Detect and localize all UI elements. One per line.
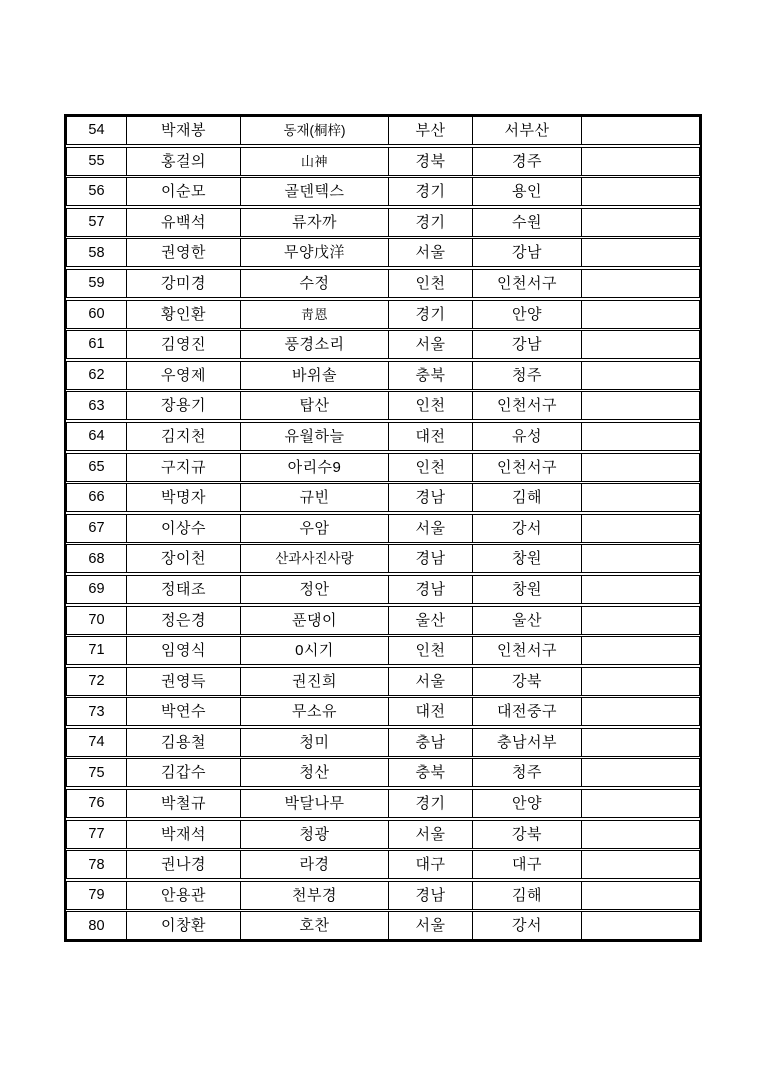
table-row [66, 208, 700, 237]
city-cell: 용인 [473, 178, 582, 205]
province-cell: 대전 [389, 423, 473, 450]
city-cell: 인천서구 [473, 392, 582, 419]
province-cell: 충북 [389, 759, 473, 786]
province-cell: 경기 [389, 301, 473, 328]
table-row [66, 391, 700, 420]
row-number-cell: 57 [67, 209, 127, 236]
row-number-cell: 78 [67, 851, 127, 878]
nickname-cell: 박달나무 [241, 790, 389, 817]
name-cell: 권나경 [127, 851, 241, 878]
row-number-cell: 68 [67, 545, 127, 572]
province-cell: 충북 [389, 362, 473, 389]
province-cell: 경남 [389, 545, 473, 572]
city-cell: 창원 [473, 576, 582, 603]
name-cell: 김지천 [127, 423, 241, 450]
table-row [66, 514, 700, 543]
city-cell: 강남 [473, 239, 582, 266]
table-row [66, 758, 700, 787]
table-row [66, 606, 700, 635]
name-cell: 이순모 [127, 178, 241, 205]
row-number-cell: 75 [67, 759, 127, 786]
notes-cell [582, 423, 699, 450]
table-row [66, 330, 700, 359]
nickname-cell: 골덴텍스 [241, 178, 389, 205]
row-number-cell: 54 [67, 117, 127, 144]
province-cell: 대구 [389, 851, 473, 878]
name-cell: 이상수 [127, 515, 241, 542]
notes-cell [582, 759, 699, 786]
name-cell: 장용기 [127, 392, 241, 419]
city-cell: 인천서구 [473, 270, 582, 297]
nickname-cell: 청미 [241, 729, 389, 756]
row-number-cell: 66 [67, 484, 127, 511]
province-cell: 경기 [389, 178, 473, 205]
nickname-cell: 탑산 [241, 392, 389, 419]
name-cell: 이창환 [127, 912, 241, 939]
notes-cell [582, 698, 699, 725]
nickname-cell: 정안 [241, 576, 389, 603]
row-number-cell: 62 [67, 362, 127, 389]
table-row [66, 300, 700, 329]
notes-cell [582, 270, 699, 297]
city-cell: 김해 [473, 484, 582, 511]
nickname-cell: 규빈 [241, 484, 389, 511]
row-number-cell: 71 [67, 637, 127, 664]
name-cell: 황인환 [127, 301, 241, 328]
name-cell: 안용관 [127, 882, 241, 909]
nickname-cell: 권진희 [241, 668, 389, 695]
row-number-cell: 80 [67, 912, 127, 939]
name-cell: 우영제 [127, 362, 241, 389]
row-number-cell: 70 [67, 607, 127, 634]
name-cell: 강미경 [127, 270, 241, 297]
nickname-cell: 청광 [241, 821, 389, 848]
province-cell: 대전 [389, 698, 473, 725]
notes-cell [582, 454, 699, 481]
row-number-cell: 65 [67, 454, 127, 481]
nickname-cell: 호찬 [241, 912, 389, 939]
province-cell: 경기 [389, 209, 473, 236]
table-row [66, 177, 700, 206]
table-row [66, 483, 700, 512]
notes-cell [582, 178, 699, 205]
city-cell: 강북 [473, 821, 582, 848]
city-cell: 창원 [473, 545, 582, 572]
notes-cell [582, 821, 699, 848]
notes-cell [582, 209, 699, 236]
notes-cell [582, 545, 699, 572]
province-cell: 경남 [389, 576, 473, 603]
city-cell: 울산 [473, 607, 582, 634]
row-number-cell: 58 [67, 239, 127, 266]
table-row [66, 147, 700, 176]
notes-cell [582, 239, 699, 266]
name-cell: 정은경 [127, 607, 241, 634]
table-row [66, 575, 700, 604]
province-cell: 부산 [389, 117, 473, 144]
city-cell: 강서 [473, 515, 582, 542]
notes-cell [582, 392, 699, 419]
table-row [66, 636, 700, 665]
notes-cell [582, 117, 699, 144]
row-number-cell: 59 [67, 270, 127, 297]
province-cell: 서울 [389, 515, 473, 542]
notes-cell [582, 484, 699, 511]
province-cell: 울산 [389, 607, 473, 634]
name-cell: 정태조 [127, 576, 241, 603]
name-cell: 임영식 [127, 637, 241, 664]
table-row [66, 453, 700, 482]
table-row [66, 238, 700, 267]
province-cell: 경북 [389, 148, 473, 175]
city-cell: 청주 [473, 759, 582, 786]
nickname-cell: 산과사진사랑 [241, 545, 389, 572]
nickname-cell: 수정 [241, 270, 389, 297]
nickname-cell: 라경 [241, 851, 389, 878]
name-cell: 박재봉 [127, 117, 241, 144]
table-row [66, 728, 700, 757]
row-number-cell: 73 [67, 698, 127, 725]
nickname-cell: 바위솔 [241, 362, 389, 389]
row-number-cell: 64 [67, 423, 127, 450]
notes-cell [582, 668, 699, 695]
nickname-cell: 풍경소리 [241, 331, 389, 358]
province-cell: 서울 [389, 912, 473, 939]
city-cell: 유성 [473, 423, 582, 450]
city-cell: 강북 [473, 668, 582, 695]
province-cell: 경남 [389, 484, 473, 511]
city-cell: 대구 [473, 851, 582, 878]
province-cell: 인천 [389, 392, 473, 419]
province-cell: 인천 [389, 637, 473, 664]
row-number-cell: 61 [67, 331, 127, 358]
province-cell: 경기 [389, 790, 473, 817]
city-cell: 인천서구 [473, 454, 582, 481]
row-number-cell: 77 [67, 821, 127, 848]
city-cell: 안양 [473, 790, 582, 817]
city-cell: 서부산 [473, 117, 582, 144]
nickname-cell: 청산 [241, 759, 389, 786]
province-cell: 경남 [389, 882, 473, 909]
table-row [66, 697, 700, 726]
name-cell: 박연수 [127, 698, 241, 725]
city-cell: 충남서부 [473, 729, 582, 756]
table-row [66, 422, 700, 451]
name-cell: 권영한 [127, 239, 241, 266]
table-row [66, 361, 700, 390]
name-cell: 김용철 [127, 729, 241, 756]
notes-cell [582, 301, 699, 328]
nickname-cell: 山神 [241, 148, 389, 175]
table-row [66, 269, 700, 298]
notes-cell [582, 882, 699, 909]
table-row [66, 881, 700, 910]
nickname-cell: 천부경 [241, 882, 389, 909]
province-cell: 서울 [389, 821, 473, 848]
province-cell: 서울 [389, 331, 473, 358]
nickname-cell: 우암 [241, 515, 389, 542]
notes-cell [582, 331, 699, 358]
name-cell: 김갑수 [127, 759, 241, 786]
notes-cell [582, 362, 699, 389]
row-number-cell: 74 [67, 729, 127, 756]
city-cell: 강남 [473, 331, 582, 358]
notes-cell [582, 912, 699, 939]
city-cell: 청주 [473, 362, 582, 389]
province-cell: 서울 [389, 239, 473, 266]
name-cell: 장이천 [127, 545, 241, 572]
table-row [66, 911, 700, 940]
city-cell: 수원 [473, 209, 582, 236]
row-number-cell: 56 [67, 178, 127, 205]
name-cell: 박명자 [127, 484, 241, 511]
notes-cell [582, 515, 699, 542]
nickname-cell: 동재(桐梓) [241, 117, 389, 144]
notes-cell [582, 576, 699, 603]
row-number-cell: 60 [67, 301, 127, 328]
notes-cell [582, 637, 699, 664]
province-cell: 서울 [389, 668, 473, 695]
name-cell: 박재석 [127, 821, 241, 848]
row-number-cell: 63 [67, 392, 127, 419]
roster-table [64, 114, 702, 942]
row-number-cell: 79 [67, 882, 127, 909]
name-cell: 유백석 [127, 209, 241, 236]
nickname-cell: 0시기 [241, 637, 389, 664]
nickname-cell: 류자까 [241, 209, 389, 236]
province-cell: 인천 [389, 270, 473, 297]
city-cell: 김해 [473, 882, 582, 909]
name-cell: 홍걸의 [127, 148, 241, 175]
province-cell: 인천 [389, 454, 473, 481]
table-row [66, 116, 700, 145]
notes-cell [582, 607, 699, 634]
city-cell: 인천서구 [473, 637, 582, 664]
name-cell: 권영득 [127, 668, 241, 695]
nickname-cell: 무소유 [241, 698, 389, 725]
row-number-cell: 69 [67, 576, 127, 603]
row-number-cell: 55 [67, 148, 127, 175]
table-row [66, 667, 700, 696]
table-row [66, 820, 700, 849]
nickname-cell: 무양戊洋 [241, 239, 389, 266]
city-cell: 안양 [473, 301, 582, 328]
table-row [66, 544, 700, 573]
nickname-cell: 유월하늘 [241, 423, 389, 450]
nickname-cell: 아리수9 [241, 454, 389, 481]
name-cell: 박철규 [127, 790, 241, 817]
city-cell: 경주 [473, 148, 582, 175]
notes-cell [582, 851, 699, 878]
name-cell: 김영진 [127, 331, 241, 358]
row-number-cell: 76 [67, 790, 127, 817]
notes-cell [582, 790, 699, 817]
notes-cell [582, 729, 699, 756]
city-cell: 대전중구 [473, 698, 582, 725]
table-row [66, 850, 700, 879]
row-number-cell: 72 [67, 668, 127, 695]
nickname-cell: 푼댕이 [241, 607, 389, 634]
name-cell: 구지규 [127, 454, 241, 481]
table-row [66, 789, 700, 818]
city-cell: 강서 [473, 912, 582, 939]
row-number-cell: 67 [67, 515, 127, 542]
notes-cell [582, 148, 699, 175]
province-cell: 충남 [389, 729, 473, 756]
nickname-cell: 靑恩 [241, 301, 389, 328]
